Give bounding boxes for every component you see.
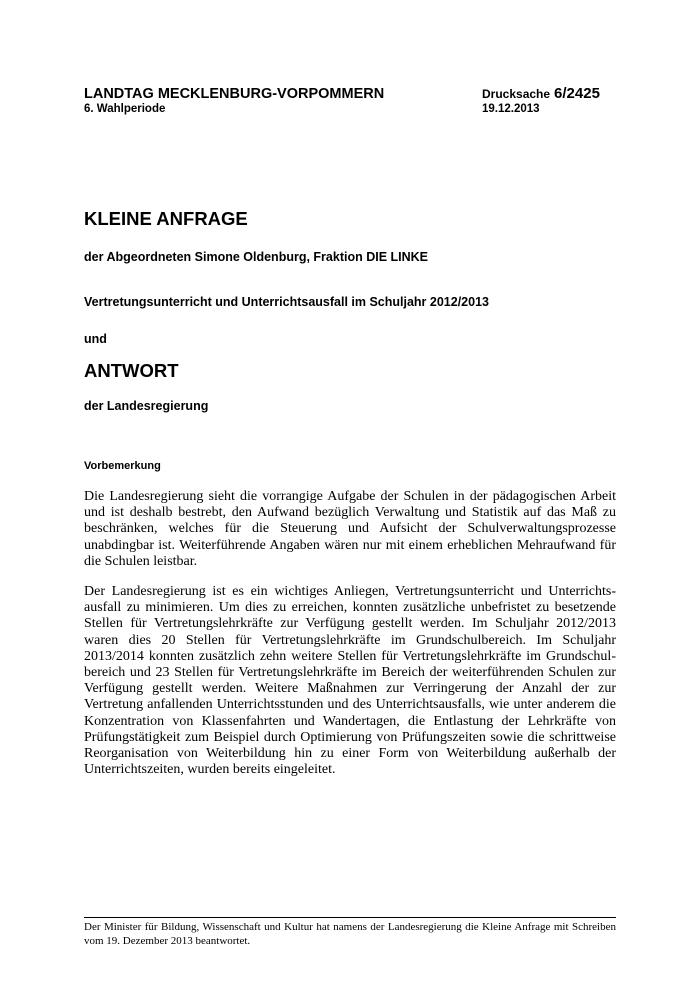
parliament-name: LANDTAG MECKLENBURG-VORPOMMERN bbox=[84, 86, 385, 102]
inquiry-type-heading: KLEINE ANFRAGE bbox=[84, 208, 248, 229]
document-number: 6/2425 bbox=[554, 85, 600, 102]
answer-heading: ANTWORT bbox=[84, 360, 179, 381]
inquiry-subject: Vertretungsunterricht und Unterrichtsausfall im Schuljahr 2012/2013 bbox=[84, 295, 489, 309]
body-paragraph-2: Der Landesregierung ist es ein wichtiges Anliegen, Vertretungsunterricht und Unterrichtsausfall zu minimieren. Um dies zu erreichen, konnten zusätzliche unbefristet zu besetzende Stellen für Vertretungslehrkräfte zur Verfügung gestellt werden. Im Schuljahr 2012/2013 waren dies 20 Stellen für Vertretungslehrkräfte im Grundschulbereich. Im Schuljahr 2013/2014 konnten zusätzlich zehn weitere Stellen für Vertretungslehrkräfte im Grundschulbereich und 23 Stellen für Vertretungslehrkräfte im Bereich der weiterführenden Schulen zur Verfügung gestellt werden. Weitere Maßnahmen zur Verringerung der Anzahl der zur Vertretung anfallenden Unterrichtsstunden und des Unterrichtsausfalls, wie unter anderem die Konzentration von Klassenfahrten und Wandertagen, die Entlastung der Lehrkräfte von Prüfungstätigkeit zum Beispiel durch Optimierung von Prüfungszeiten sowie die schrittweise Reorganisation von Weiterbildung hin zu einer Form von Weiterbildung außerhalb der Unterrichtszeiten, wurden bereits eingeleitet. bbox=[84, 584, 616, 778]
document-number-block bbox=[482, 85, 600, 102]
section-heading-vorbemerkung: Vorbemerkung bbox=[84, 460, 161, 472]
legislative-period: 6. Wahlperiode bbox=[84, 103, 166, 115]
answer-author: der Landesregierung bbox=[84, 399, 209, 413]
inquiry-author: der Abgeordneten Simone Oldenburg, Fraktion DIE LINKE bbox=[84, 250, 429, 264]
title-connector: und bbox=[84, 332, 107, 346]
document-number-label: Drucksache bbox=[482, 87, 551, 101]
document-date: 19.12.2013 bbox=[482, 103, 540, 115]
body-paragraph-1: Die Landesregierung sieht die vorrangige Aufgabe der Schulen in der pädagogischen Arbeit und ist deshalb bestrebt, den Aufwand bezüglich Verwaltung und Statistik auf das Maß zu beschränken, welches für die Steuerung und Aufsicht der Schulverwaltungsprozesse unabdingbar ist. Weiterführende Angaben wären nur mit einem erheblichen Mehraufwand für die Schulen leistbar. bbox=[84, 489, 616, 569]
footer-note: Der Minister für Bildung, Wissenschaft und Kultur hat namens der Landesregierung die Kleine Anfrage mit Schreiben vom 19. Dezember 2013 beantwortet. bbox=[84, 921, 616, 947]
footer-divider bbox=[84, 917, 616, 918]
